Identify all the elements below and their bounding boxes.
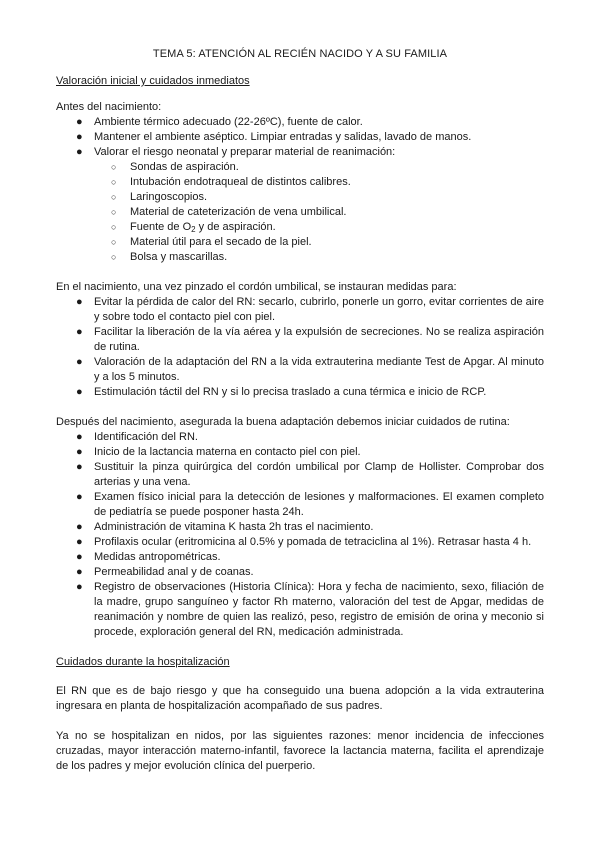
circle-bullet-icon: ○	[111, 222, 117, 232]
list-item: ● Administración de vitamina K hasta 2h tras el nacimiento.	[76, 521, 374, 533]
list-item: ● Sustituir la pinza quirúrgica del cordón umbilical por Clamp de Hollister. Comprobar dos arterias y una vena.	[76, 461, 544, 488]
before-birth-intro: Antes del nacimiento:	[56, 101, 162, 113]
bullet-icon: ●	[76, 566, 83, 578]
bullet-icon: ●	[76, 491, 83, 503]
list-item: ● Profilaxis ocular (eritromicina al 0.5% y pomada de tetraciclina al 1%). Retrasar hasta 4 h.	[76, 536, 532, 548]
list-item: ● Identificación del RN.	[76, 431, 198, 443]
circle-bullet-icon: ○	[111, 177, 117, 187]
list-item: ● Permeabilidad anal y de coanas.	[76, 566, 254, 578]
at-birth-intro: En el nacimiento, una vez pinzado el cordón umbilical, se instauran medidas para:	[56, 281, 457, 293]
sublist-item: ○ Laringoscopios.	[111, 191, 208, 203]
list-item: ● Inicio de la lactancia materna en contacto piel con piel.	[76, 446, 361, 458]
sublist-item: ○ Fuente de $O_2$ y de aspiración.	[111, 221, 276, 234]
bullet-icon: ●	[76, 461, 83, 473]
bullet-icon: ●	[76, 326, 83, 338]
list-item: ● Estimulación táctil del RN y si lo precisa traslado a cuna térmica e inicio de RCP.	[76, 386, 487, 398]
bullet-icon: ●	[76, 446, 83, 458]
sublist-item: ○ Sondas de aspiración.	[111, 161, 239, 173]
after-birth-intro: Después del nacimiento, asegurada la buena adaptación debemos iniciar cuidados de rutina:	[56, 416, 510, 428]
subscript-two: 2	[191, 225, 196, 234]
sublist-item: ○ Material útil para el secado de la piel.	[111, 236, 312, 248]
document-title: TEMA 5: ATENCIÓN AL RECIÉN NACIDO Y A SU FAMILIA	[152, 48, 448, 60]
document-page	[56, 48, 544, 774]
list-item: ● Evitar la pérdida de calor del RN: secarlo, cubrirlo, ponerle un gorro, evitar corrientes de aire y sobre todo el contacto piel con piel.	[76, 296, 544, 323]
bullet-icon: ●	[76, 431, 83, 443]
bullet-icon: ●	[76, 386, 83, 398]
bullet-icon: ●	[76, 521, 83, 533]
hospitalization-paragraph: El RN que es de bajo riesgo y que ha conseguido una buena adopción a la vida extrauterina ingresara en planta de hospitalización acompañado de sus padres.	[56, 685, 544, 712]
list-item: ● Facilitar la liberación de la vía aérea y la expulsión de secreciones. No se realiza aspiración de rutina.	[76, 326, 544, 353]
bullet-icon: ●	[76, 146, 83, 158]
bullet-icon: ●	[76, 536, 83, 548]
sublist-item: ○ Intubación endotraqueal de distintos calibres.	[111, 176, 351, 188]
list-item: ● Valoración de la adaptación del RN a la vida extrauterina mediante Test de Apgar. Al minuto y a los 5 minutos.	[76, 356, 544, 383]
list-item: ● Examen físico inicial para la detección de lesiones y malformaciones. El examen completo de pediatría se puede posponer hasta 24h.	[76, 491, 544, 518]
bullet-icon: ●	[76, 356, 83, 368]
at-birth-list	[56, 295, 544, 400]
section-heading-hospitalizacion: Cuidados durante la hospitalización	[56, 656, 230, 668]
bullet-icon: ●	[76, 296, 83, 308]
circle-bullet-icon: ○	[111, 252, 117, 262]
circle-bullet-icon: ○	[111, 207, 117, 217]
bullet-icon: ●	[76, 551, 83, 563]
material-sublist	[56, 160, 544, 265]
bullet-icon: ●	[76, 581, 83, 593]
section-heading-valoracion: Valoración inicial y cuidados inmediatos	[56, 75, 250, 87]
hospitalization-paragraph: Ya no se hospitalizan en nidos, por las siguientes razones: menor incidencia de infecciones cruzadas, mayor interacción materno-infantil, favorece la lactancia materna, facilita el aprendizaje de los padres y mejor evolución clínica del puerperio.	[56, 730, 544, 772]
sublist-item: ○ Bolsa y mascarillas.	[111, 251, 228, 263]
list-item: ● Registro de observaciones (Historia Clínica): Hora y fecha de nacimiento, sexo, filiación de la madre, grupo sanguíneo y factor Rh materno, valoración del test de Apgar, medidas de reanimación y nombre de quien las realizó, peso, registro de emisión de orina y meconio si procede, exploración general del RN, medicación administrada.	[76, 581, 544, 638]
list-item: ● Valorar el riesgo neonatal y preparar material de reanimación:	[76, 146, 396, 158]
list-item: ● Mantener el ambiente aséptico. Limpiar entradas y salidas, lavado de manos.	[76, 131, 472, 143]
circle-bullet-icon: ○	[111, 237, 117, 247]
sublist-item: ○ Material de cateterización de vena umbilical.	[111, 206, 347, 218]
list-item: ● Ambiente térmico adecuado (22-26ºC), fuente de calor.	[76, 116, 363, 128]
list-item: ● Medidas antropométricas.	[76, 551, 221, 563]
before-birth-list	[56, 115, 544, 160]
bullet-icon: ●	[76, 116, 83, 128]
bullet-icon: ●	[76, 131, 83, 143]
after-birth-list	[56, 430, 544, 640]
circle-bullet-icon: ○	[111, 162, 117, 172]
circle-bullet-icon: ○	[111, 192, 117, 202]
